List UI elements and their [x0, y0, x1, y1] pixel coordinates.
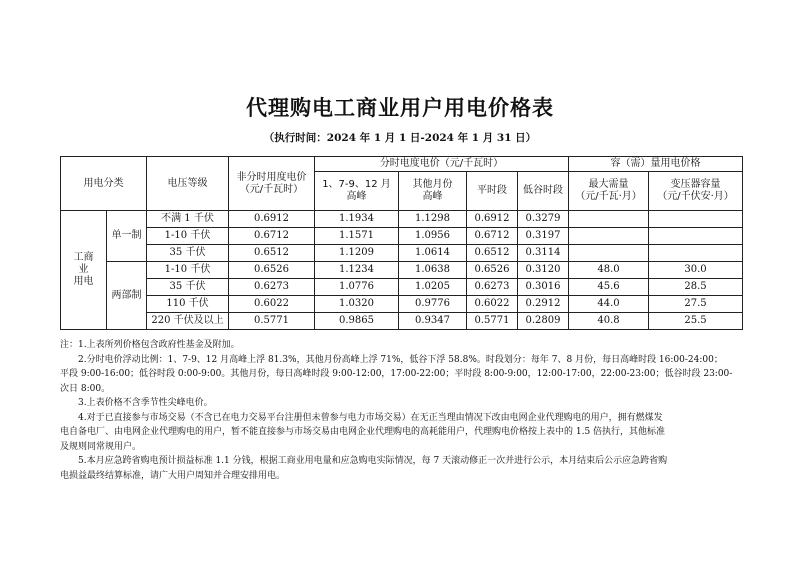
- header-max-demand-line1: 最大需量: [588, 179, 629, 190]
- header-flat-price: [229, 157, 315, 211]
- flat-price-cell: 0.6526: [229, 262, 315, 279]
- note-2-line2: 平段 9:00-16:00；低谷时段 0:00-9:00。其他月份，每日高峰时段 9:00-12:00，17:00-22:00；平时段 8:00-9:00，12:00-17:00，22:00-23:00；低谷时段 23:00-: [60, 369, 733, 379]
- valley-cell: 0.3197: [518, 228, 569, 245]
- page-title: 代理购电工商业用户用电价格表: [246, 96, 554, 120]
- flat-period-cell: 0.6022: [467, 296, 518, 313]
- transformer-cell: [649, 211, 743, 228]
- note-1: 注：1.上表所列价格包含政府性基金及附加。: [60, 340, 240, 350]
- header-peak-special-line1: 1、7-9、12 月: [322, 179, 391, 190]
- header-valley: 低谷时段: [518, 172, 569, 211]
- max-demand-cell: 40.8: [569, 313, 649, 330]
- header-flat-price-line2: （元/千瓦时）: [239, 183, 304, 195]
- flat-price-cell: 0.6512: [229, 245, 315, 262]
- voltage-cell: 220 千伏及以上: [147, 313, 229, 330]
- category-line1: 工商: [73, 252, 94, 263]
- peak-special-cell: 1.1209: [315, 245, 399, 262]
- flat-period-cell: 0.6712: [467, 228, 518, 245]
- peak-special-cell: 1.0776: [315, 279, 399, 296]
- valley-cell: 0.3114: [518, 245, 569, 262]
- header-peak-other: [399, 172, 467, 211]
- valley-cell: 0.3120: [518, 262, 569, 279]
- flat-period-cell: 0.5771: [467, 313, 518, 330]
- peak-special-cell: 1.1571: [315, 228, 399, 245]
- voltage-cell: 1-10 千伏: [147, 228, 229, 245]
- max-demand-cell: 48.0: [569, 262, 649, 279]
- header-peak-other-line1: 其他月份: [412, 179, 453, 190]
- category-line3: 用电: [73, 276, 94, 287]
- max-demand-cell: [569, 228, 649, 245]
- flat-period-cell: 0.6512: [467, 245, 518, 262]
- max-demand-cell: 44.0: [569, 296, 649, 313]
- header-flat-period: 平时段: [467, 172, 518, 211]
- valley-cell: 0.3016: [518, 279, 569, 296]
- table-row: [61, 296, 743, 313]
- header-transformer-line1: 变压器容量: [670, 179, 721, 190]
- note-4-line1: 4.对于已直接参与市场交易（不含已在电力交易平台注册但未曾参与电力市场交易）在无正当理由情况下改由电网企业代理购电的用户，拥有燃煤发: [78, 412, 663, 423]
- transformer-cell: 30.0: [649, 262, 743, 279]
- voltage-cell: 1-10 千伏: [147, 262, 229, 279]
- transformer-cell: 28.5: [649, 279, 743, 296]
- flat-price-cell: 0.6273: [229, 279, 315, 296]
- header-transformer: [649, 172, 743, 211]
- voltage-cell: 35 千伏: [147, 279, 229, 296]
- transformer-cell: 27.5: [649, 296, 743, 313]
- header-capacity-group: 容（需）量用电价格: [569, 157, 743, 172]
- header-category: 用电分类: [61, 157, 147, 211]
- category-cell: [61, 211, 107, 330]
- valley-cell: 0.3279: [518, 211, 569, 228]
- note-4-line2: 电自备电厂、由电网企业代理购电的用户，暂不能直接参与市场交易由电网企业代理购电的高耗能用户，代理购电价格按上表中的 1.5 倍执行，其他标准: [60, 427, 666, 437]
- table-row: [61, 245, 743, 262]
- peak-other-cell: 1.0956: [399, 228, 467, 245]
- max-demand-cell: [569, 211, 649, 228]
- flat-period-cell: 0.6526: [467, 262, 518, 279]
- header-peak-other-line2: 高峰: [422, 191, 443, 202]
- price-table: [60, 156, 743, 330]
- table-row: [61, 279, 743, 296]
- note-2-line3: 次日 8:00。: [60, 383, 111, 394]
- flat-price-cell: 0.5771: [229, 313, 315, 330]
- notes-section: [60, 338, 744, 483]
- flat-period-cell: 0.6912: [467, 211, 518, 228]
- flat-price-cell: 0.6712: [229, 228, 315, 245]
- peak-special-cell: 1.1934: [315, 211, 399, 228]
- peak-other-cell: 1.0614: [399, 245, 467, 262]
- header-peak-special-line2: 高峰: [346, 191, 367, 202]
- note-2-line1: 2.分时电价浮动比例：1、7-9、12 月高峰上浮 81.3%，其他月份高峰上浮 71%，低谷下浮 58.8%。时段划分：每年 7、8 月份，每日高峰时段 16:00-24:00；: [78, 354, 723, 365]
- note-4-line3: 及规则同常规用户。: [60, 441, 142, 452]
- valley-cell: 0.2809: [518, 313, 569, 330]
- max-demand-cell: 45.6: [569, 279, 649, 296]
- category-line2: 业: [78, 264, 89, 275]
- peak-other-cell: 1.1298: [399, 211, 467, 228]
- table-row: [61, 262, 743, 279]
- effective-period: （执行时间：2024 年 1 月 1 日-2024 年 1 月 31 日）: [263, 132, 537, 144]
- max-demand-cell: [569, 245, 649, 262]
- table-row: [61, 228, 743, 245]
- header-flat-price-line1: 非分时用度电价: [236, 171, 307, 183]
- table-row: [61, 313, 743, 330]
- note-3: 3.上表价格不含季节性尖峰电价。: [78, 398, 213, 408]
- peak-other-cell: 0.9776: [399, 296, 467, 313]
- voltage-cell: 110 千伏: [147, 296, 229, 313]
- header-max-demand: [569, 172, 649, 211]
- peak-special-cell: 1.0320: [315, 296, 399, 313]
- flat-price-cell: 0.6022: [229, 296, 315, 313]
- group-single: 单一制: [107, 211, 147, 262]
- header-tou-group: 分时电度电价（元/千瓦时）: [315, 157, 569, 172]
- note-5-line2: 电损益最终结算标准，请广大用户周知并合理安排用电。: [60, 470, 286, 481]
- header-row-1: [61, 157, 743, 172]
- group-two-part: 两部制: [107, 262, 147, 330]
- header-transformer-line2: （元/千伏安·月）: [657, 191, 734, 202]
- voltage-cell: 不满 1 千伏: [147, 211, 229, 228]
- transformer-cell: 25.5: [649, 313, 743, 330]
- transformer-cell: [649, 245, 743, 262]
- note-5-line1: 5.本月应急跨省购电预计损益标准 1.1 分钱，根据工商业用电量和应急购电实际情况，每 7 天滚动修正一次并进行公示，本月结束后公示应急跨省购: [78, 456, 668, 466]
- header-voltage: 电压等级: [147, 157, 229, 211]
- transformer-cell: [649, 228, 743, 245]
- peak-other-cell: 1.0205: [399, 279, 467, 296]
- peak-special-cell: 1.1234: [315, 262, 399, 279]
- header-max-demand-line2: （元/千瓦·月）: [575, 191, 642, 202]
- table-row: [61, 211, 743, 228]
- peak-other-cell: 1.0638: [399, 262, 467, 279]
- voltage-cell: 35 千伏: [147, 245, 229, 262]
- peak-other-cell: 0.9347: [399, 313, 467, 330]
- valley-cell: 0.2912: [518, 296, 569, 313]
- header-peak-special: [315, 172, 399, 211]
- flat-price-cell: 0.6912: [229, 211, 315, 228]
- flat-period-cell: 0.6273: [467, 279, 518, 296]
- peak-special-cell: 0.9865: [315, 313, 399, 330]
